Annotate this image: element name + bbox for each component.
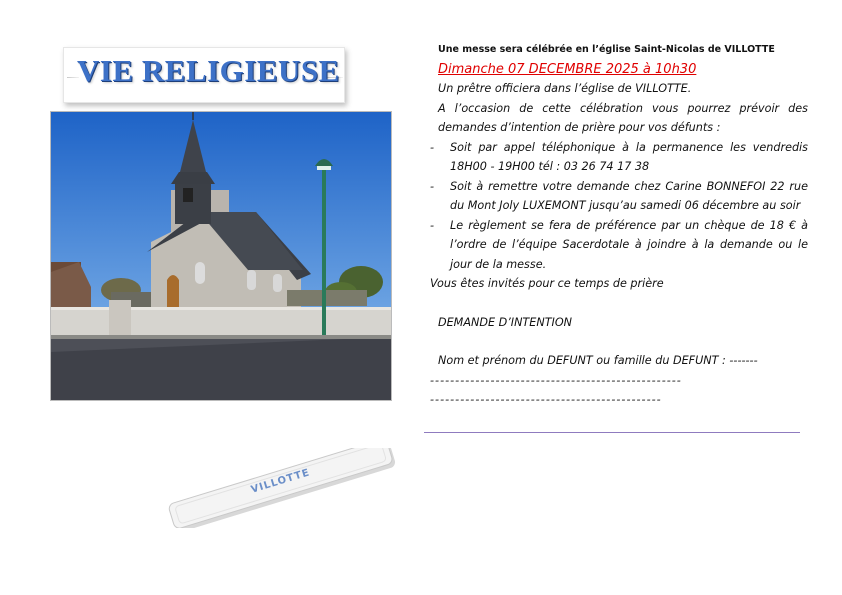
separator-line	[424, 432, 800, 433]
list-dash: -	[430, 179, 435, 193]
occasion-paragraph: A l’occasion de cette célébration vous pourrez prévoir des demandes d’intention de prière pour vos défunts :	[438, 101, 808, 134]
list-dash: -	[430, 140, 435, 154]
village-sign	[164, 448, 404, 528]
page-title: VIE RELIGIEUSE	[77, 53, 340, 88]
list-dash: -	[430, 218, 435, 232]
dash-line: ----------------------------------------------	[430, 393, 662, 406]
list-item	[430, 216, 808, 275]
list-item	[430, 177, 808, 216]
announcement-column	[430, 40, 808, 410]
list-item	[430, 138, 808, 177]
mass-intro: Une messe sera célébrée en l’église Saint-Nicolas de VILLOTTE	[438, 44, 775, 55]
dash-line: --------------------------------------------------	[430, 373, 682, 387]
church-photo	[50, 111, 392, 401]
mass-date: Dimanche 07 DECEMBRE 2025 à 10h30	[438, 61, 697, 77]
sign-label: VILLOTTE	[249, 467, 312, 496]
invitation-line: Vous êtes invités pour ce temps de prière	[430, 277, 664, 290]
list-item-text: Le règlement se fera de préférence par un chèque de 18 € à l’ordre de l’équipe Sacerdotale à joindre à la demande ou le jour de la messe.	[450, 218, 808, 271]
priest-line: Un prêtre officiera dans l’église de VILLOTTE.	[438, 82, 692, 95]
form-label: Nom et prénom du DEFUNT ou famille du DEFUNT : -------	[438, 354, 758, 367]
form-title: DEMANDE D’INTENTION	[438, 315, 573, 329]
list-item-text: Soit par appel téléphonique à la permanence les vendredis 18H00 - 19H00 tél : 03 26 74 17 38	[450, 140, 808, 173]
title-banner	[63, 47, 345, 103]
list-item-text: Soit à remettre votre demande chez Carine BONNEFOI 22 rue du Mont Joly LUXEMONT jusqu’au samedi 06 décembre au soir	[450, 179, 808, 212]
